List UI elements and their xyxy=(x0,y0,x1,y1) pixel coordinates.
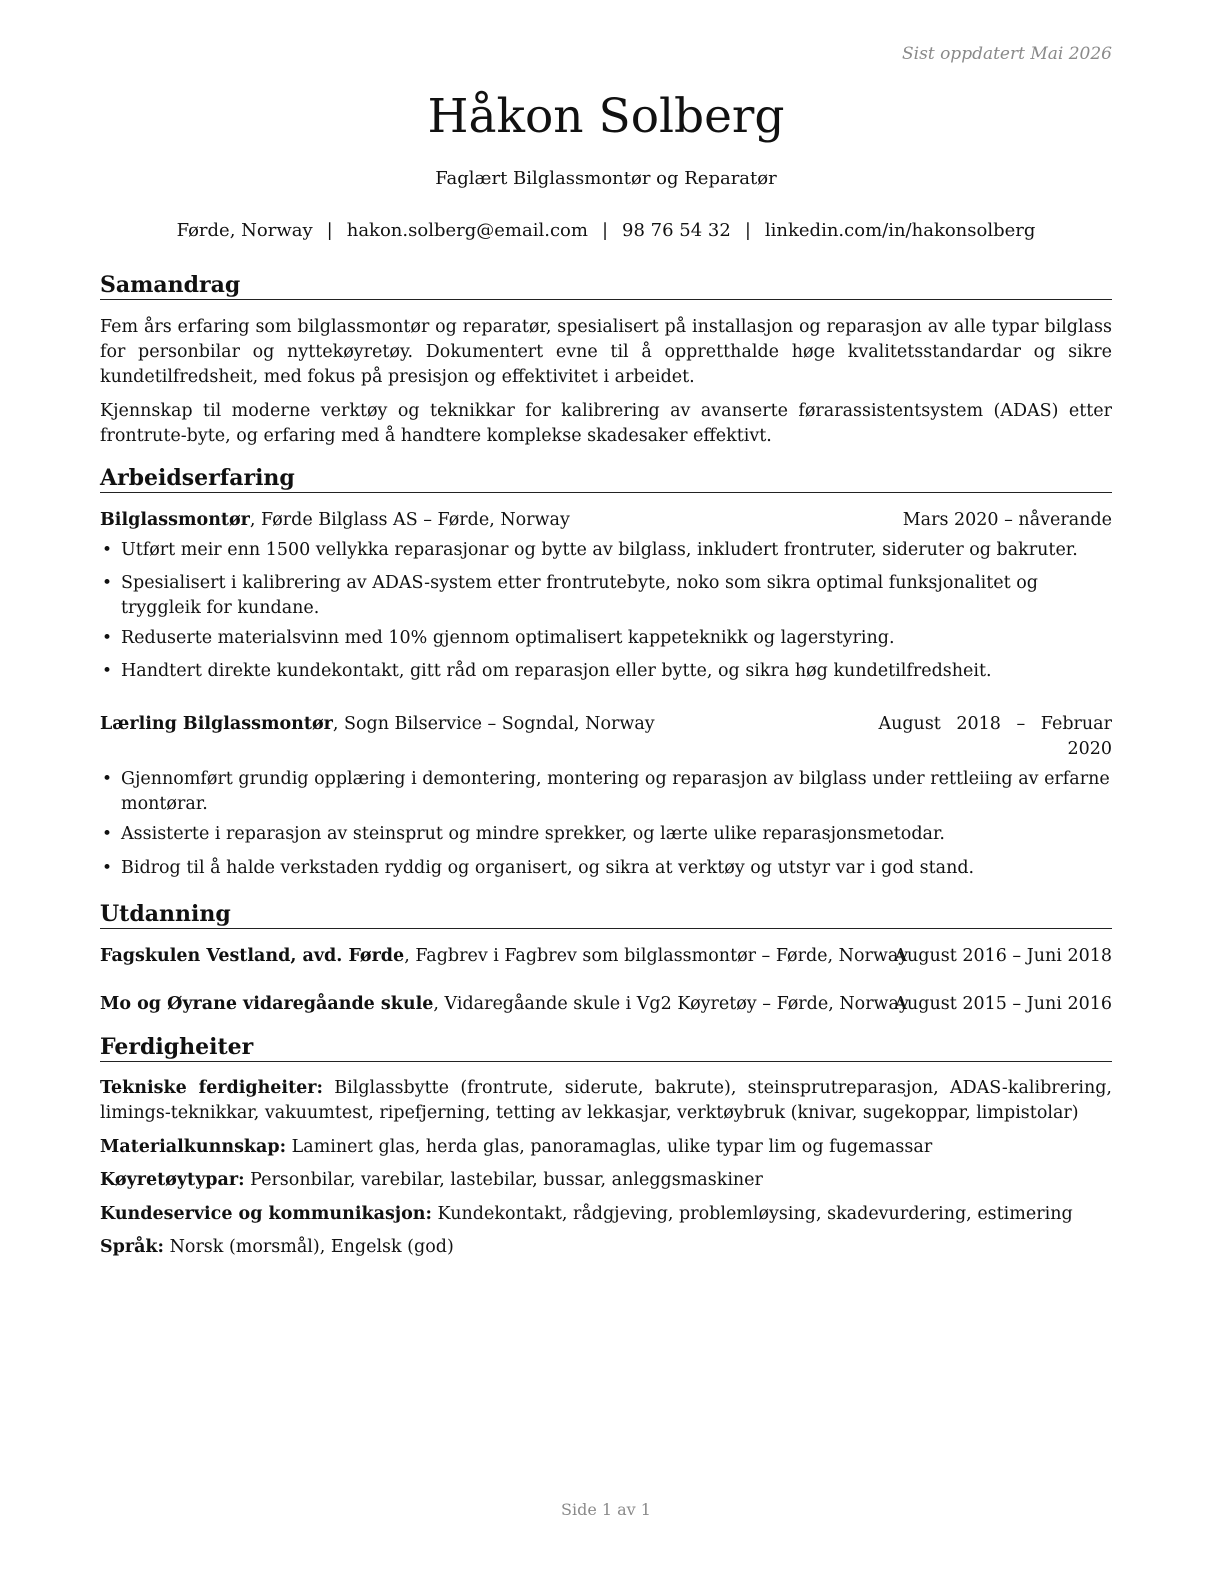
summary-paragraph: Fem års erfaring som bilglassmontør og reparatør, spesialisert på installasjon og reparasjon av alle typar bilglass for personbilar og nyttekøyretøy. Dokumentert evne til å oppretthalde høge kvalitetsstandardar og sikre kundetilfredsheit, med fokus på presisjon og effektivitet i arbeidet. xyxy=(100,317,1112,387)
bullet-icon: • xyxy=(102,540,113,560)
job-header xyxy=(100,712,1112,762)
job-title: Faglært Bilglassmontør og Reparatør xyxy=(435,168,777,189)
skill-label: Køyretøytypar: xyxy=(100,1170,245,1190)
skill-row xyxy=(100,1135,1112,1160)
separator: | xyxy=(744,220,751,241)
skill-value: Personbilar, varebilar, lastebilar, bussar, anleggsmaskiner xyxy=(244,1170,763,1190)
contact-email[interactable]: hakon.solberg@email.com xyxy=(346,220,588,241)
section-title-education: Utdanning xyxy=(100,900,1112,929)
job-role: Lærling Bilglassmontør xyxy=(100,714,333,734)
list-item: • Utført meir enn 1500 vellykka reparasjonar og bytte av bilglass, inkludert frontruter, sideruter og bakruter. xyxy=(100,538,1112,563)
bullet-icon: • xyxy=(102,628,113,648)
contact-location: Førde, Norway xyxy=(176,220,313,241)
skill-value: Kundekontakt, rådgjeving, problemløysing, skadevurdering, estimering xyxy=(431,1204,1073,1224)
skill-label: Tekniske ferdigheiter: xyxy=(100,1078,323,1098)
contact-line xyxy=(100,219,1112,243)
job-dates: Mars 2020 – nåverande xyxy=(902,510,1112,530)
bullet-icon: • xyxy=(102,661,113,681)
list-item: • Assisterte i reparasjon av steinsprut og mindre sprekker, og lærte ulike reparasjonsmetodar. xyxy=(100,822,1112,847)
list-item: • Handtert direkte kundekontakt, gitt råd om reparasjon eller bytte, og sikra høg kundetilfredsheit. xyxy=(100,659,1112,684)
job-employer: , Sogn Bilservice – Sogndal, Norway xyxy=(332,714,655,734)
bullet-icon: • xyxy=(102,769,113,789)
resume-page xyxy=(100,0,1112,1584)
contact-phone: 98 76 54 32 xyxy=(622,220,731,241)
list-item: • Gjennomført grundig opplæring i demontering, montering og reparasjon av bilglass under rettleiing av erfarne montørar. xyxy=(102,769,1110,814)
section-title-skills: Ferdigheiter xyxy=(100,1033,1112,1062)
last-updated: Sist oppdatert Mai 2026 xyxy=(902,44,1112,64)
skill-row xyxy=(100,1168,1112,1193)
section-title-experience: Arbeidserfaring xyxy=(100,464,1112,493)
school-name: Fagskulen Vestland, avd. Førde xyxy=(100,946,405,966)
bullet-icon: • xyxy=(102,573,113,593)
job-role: Bilglassmontør xyxy=(100,510,250,530)
skill-value: Norsk (morsmål), Engelsk (god) xyxy=(164,1237,454,1257)
candidate-name: Håkon Solberg xyxy=(427,89,785,144)
separator: | xyxy=(326,220,333,241)
skill-label: Materialkunnskap: xyxy=(100,1137,287,1157)
school-name: Mo og Øyrane vidaregåande skule xyxy=(100,994,434,1014)
job-employer: , Førde Bilglass AS – Førde, Norway xyxy=(249,510,570,530)
skill-label: Kundeservice og kommunikasjon: xyxy=(100,1204,432,1224)
separator: | xyxy=(601,220,609,241)
bullet-icon: • xyxy=(102,824,113,844)
degree-details: , Vidaregåande skule i Vg2 Køyretøy – Førde, Norway xyxy=(433,994,909,1014)
skill-row xyxy=(100,1202,1112,1227)
list-item: • Bidrog til å halde verkstaden ryddig og organisert, og sikra at verktøy og utstyr var i god stand. xyxy=(100,856,1112,881)
list-item: • Spesialisert i kalibrering av ADAS-system etter frontrutebyte, noko som sikra optimal funksjonalitet og tryggleik for kundane. xyxy=(102,573,1038,618)
summary-paragraph: Kjennskap til moderne verktøy og teknikkar for kalibrering av avanserte førarassistentsystem (ADAS) etter frontrute-byte, og erfaring med å handtere komplekse skadesaker effektivt. xyxy=(100,401,1112,446)
skill-label: Språk: xyxy=(100,1237,165,1257)
job-dates: August 2018 – Februar 2020 xyxy=(878,714,1112,759)
skill-value: Laminert glas, herda glas, panoramaglas, ulike typar lim og fugemassar xyxy=(286,1137,933,1157)
education-dates: August 2015 – Juni 2016 xyxy=(894,994,1112,1014)
skill-row xyxy=(100,1235,1112,1260)
section-title-summary: Samandrag xyxy=(100,271,1112,300)
education-dates: August 2016 – Juni 2018 xyxy=(894,946,1112,966)
degree-details: , Fagbrev i Fagbrev som bilglassmontør – Førde, Norway xyxy=(404,946,909,966)
skill-row xyxy=(100,1076,1112,1126)
skill-value: Bilglassbytte (frontrute, siderute, bakrute), steinsprutreparasjon, ADAS-kalibrering, limings-teknikkar, vakuumtest, ripefjerning, tetting av lekkasjar, verktøybruk (knivar, sugekoppar, limpistolar) xyxy=(100,1078,1112,1123)
contact-linkedin[interactable]: linkedin.com/in/hakonsolberg xyxy=(764,220,1036,241)
bullet-icon: • xyxy=(102,858,113,878)
list-item: • Reduserte materialsvinn med 10% gjennom optimalisert kappeteknikk og lagerstyring. xyxy=(100,626,1112,651)
page-number: Side 1 av 1 xyxy=(561,1500,651,1519)
